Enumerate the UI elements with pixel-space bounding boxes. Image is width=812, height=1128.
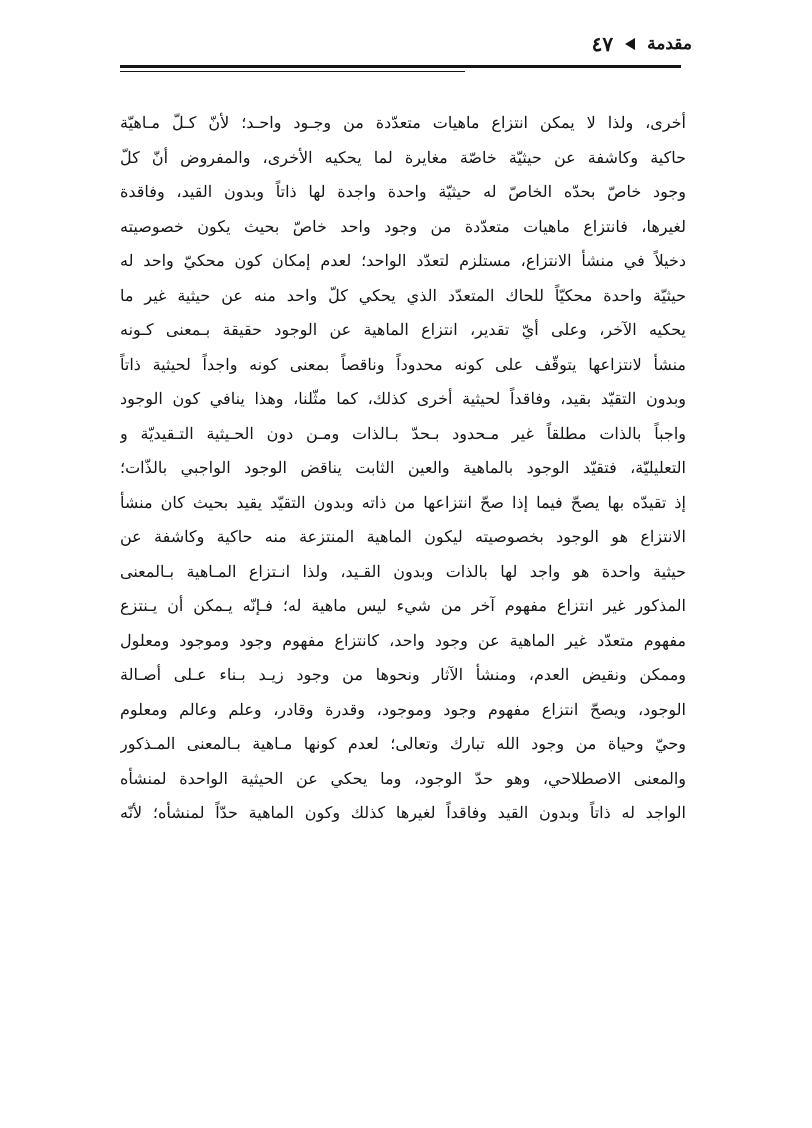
text-line: التعليليّة، فتقيّد الوجود بالماهية والعين الثابت يناقض الوجود الواجبي بالذّات؛ (120, 458, 686, 477)
text-line: المذكور غير انتزاع مفهوم آخر من شيء ليس ماهية له؛ فـإنّه يـمكن أن يـنتزع (120, 596, 686, 615)
text-line: منشأ لانتزاعها يتوقّف على كونه محدوداً وناقصاً بمعنى كونه واجداً لحيثية ذاتاً (120, 354, 686, 374)
text-line: واجباً بالذات مطلقاً غير مـحدود بـحدّ بـالذات ومـن دون الحـيثية التـقيديّة و (120, 423, 686, 443)
text-line: حيثية واحدة هو واجد لها بالذات وبدون القـيد، ولذا انـتزاع المـاهية بـالمعنى (120, 561, 686, 581)
text-line: مفهوم متعدّد غير الماهية عن وجود واحد، كانتزاع مفهوم وجود وموجود ومعلول (120, 630, 686, 650)
text-line: وحيّ وحياة من وجود الله تبارك وتعالى؛ لعدم كونها مـاهية بـالمعنى المـذكور (120, 734, 686, 753)
text-line: يحكيه الآخر، وعلى أيّ تقدير، انتزاع الماهية عن الوجود حقيقة بـمعنى كـونه (120, 320, 686, 339)
text-line: وبدون التقيّد بقيد، وفاقداً لحيثية أخرى كذلك، كما مثّلنا، وهذا ينافي كون الوجود (120, 389, 686, 408)
text-line: وممكن ونقيض العدم، ومنشأ الآثار ونحوها من وجود زيـد بـناء عـلى أصـالة (120, 665, 686, 684)
running-header (120, 28, 692, 60)
header-rule-thick (120, 65, 681, 68)
text-line: حاكية وكاشفة عن حيثيّة خاصّة مغايرة لما يحكيه الأخرى، والمفروض أنّ كلّ (120, 147, 686, 167)
text-line: حيثيّة واحدة محكيّاً للحاك المتعدّد الذي يحكي كلّ واحد منه عن حيثية غير ما (120, 285, 686, 305)
page-number: ٤٧ (591, 32, 614, 56)
text-line: الواجد له ذاتاً وبدون القيد وفاقداً لغيرها كذلك وكون الماهية حدّاً لمنشأه؛ لأنّه (120, 803, 686, 822)
text-line: الانتزاع هو الوجود بخصوصيته ليكون الماهية المنتزعة منه حاكية وكاشفة عن (120, 527, 686, 546)
text-line: والمعنى الاصطلاحي، وهو حدّ الوجود، وما يحكي عن الحيثية الواحدة لمنشأه (120, 768, 686, 788)
text-line: وجود خاصّ بحدّه الخاصّ له حيثيّة واحدة واجدة لها ذاتاً وبدون القيد، وفاقدة (120, 182, 686, 201)
body-text (120, 106, 686, 831)
section-title: مقدمة (647, 34, 692, 54)
header-rule-thin (120, 71, 465, 72)
text-line: إذ تقيدّه بها يصحّ فيما إذا صحّ انتزاعها من ذاته وبدون التقيّد يقيد بحيث كان منشأ (120, 492, 686, 512)
text-line: لغيرها، فانتزاع ماهيات متعدّدة من وجود واحد خاصّ بحيث يكون خصوصيته (120, 216, 686, 236)
text-line: أخرى، ولذا لا يمكن انتزاع ماهيات متعدّدة من وجـود واحـد؛ لأنّ كـلّ مـاهيّة (120, 113, 686, 132)
text-line: دخيلاً في منشأ الانتزاع، مستلزم لتعدّد الواحد؛ لعدم إمكان كون محكيّ واحد له (120, 251, 686, 270)
left-pointing-triangle-icon (625, 38, 635, 50)
text-line: الوجود، ويصحّ انتزاع مفهوم وجود وموجود، وقدرة وقادر، وعلم وعالم ومعلوم (120, 699, 686, 719)
